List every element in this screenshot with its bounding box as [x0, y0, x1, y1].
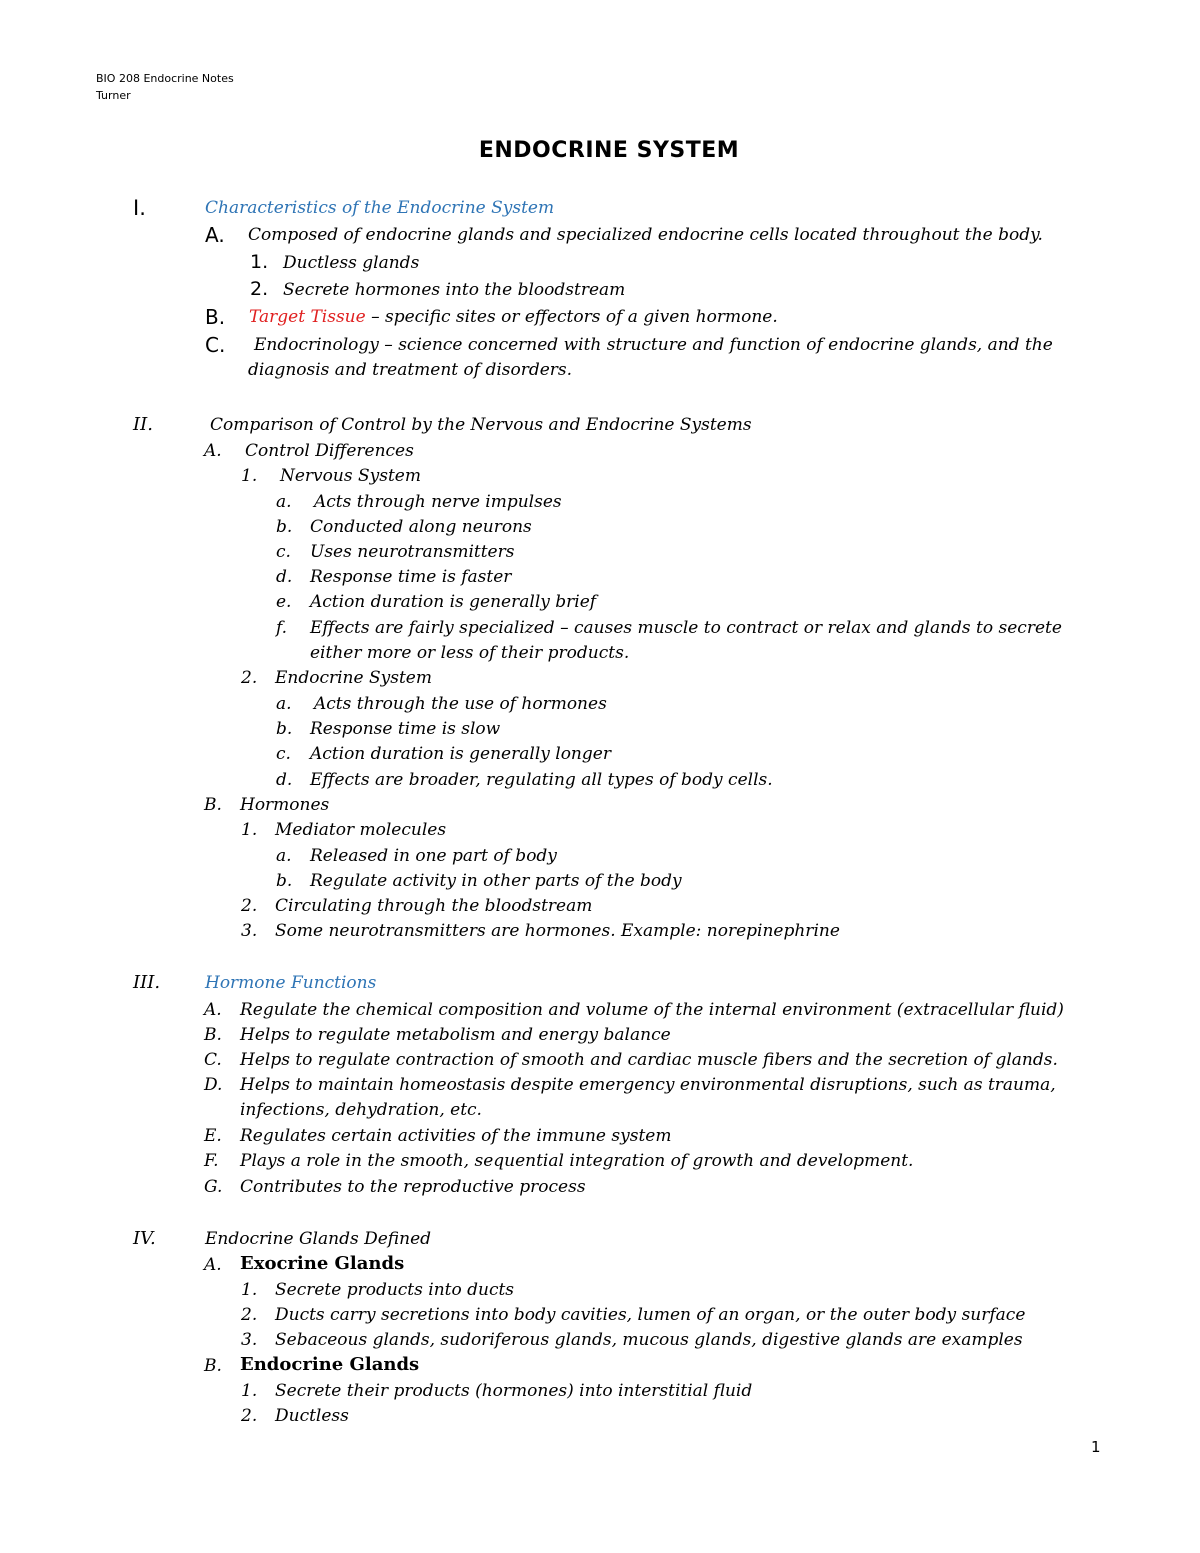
item-text-continued: infections, dehydration, etc.: [240, 1100, 482, 1120]
item-text: Nervous System: [280, 466, 421, 486]
item-text-continued: diagnosis and treatment of disorders.: [248, 360, 573, 380]
section-heading: Endocrine Glands Defined: [205, 1229, 432, 1249]
item-text: Helps to maintain homeostasis despite emergency environmental disruptions, such as trauma,: [240, 1075, 1056, 1095]
term-highlight: Target Tissue: [249, 307, 366, 327]
item-label: 2.: [241, 1305, 258, 1325]
item-text: Secrete products into ducts: [275, 1280, 515, 1300]
item-text: Action duration is generally longer: [310, 744, 611, 764]
item-text: Composed of endocrine glands and specialized endocrine cells located throughout the body.: [248, 225, 1043, 245]
item-text: Acts through the use of hormones: [314, 694, 607, 714]
term-definition: – specific sites or effectors of a given hormone.: [365, 307, 778, 327]
item-text: Some neurotransmitters are hormones. Example: norepinephrine: [275, 921, 840, 941]
item-label: 3.: [241, 921, 258, 941]
section-number: IV.: [133, 1228, 156, 1249]
item-text: Ducts carry secretions into body cavities, lumen of an organ, or the outer body surface: [275, 1305, 1026, 1325]
section-heading: Comparison of Control by the Nervous and Endocrine Systems: [210, 415, 752, 435]
item-text: Effects are fairly specialized – causes muscle to contract or relax and glands to secrete: [310, 618, 1062, 638]
item-label: A.: [204, 1000, 222, 1020]
page-title: ENDOCRINE SYSTEM: [478, 138, 740, 163]
item-label: B.: [204, 1025, 222, 1045]
item-label: B.: [205, 305, 226, 329]
item-label: c.: [276, 542, 291, 562]
item-text: Acts through nerve impulses: [314, 492, 562, 512]
item-label: 2.: [241, 1406, 258, 1426]
item-label: G.: [204, 1177, 223, 1197]
item-label: 2.: [241, 896, 258, 916]
item-label: 1.: [241, 820, 258, 840]
item-label: f.: [276, 618, 288, 638]
item-text: Regulate activity in other parts of the body: [310, 871, 682, 891]
item-text: Control Differences: [245, 441, 414, 461]
item-text: Conducted along neurons: [310, 517, 532, 537]
item-text: Helps to regulate contraction of smooth and cardiac muscle fibers and the secretion of glands.: [240, 1050, 1058, 1070]
subheading: Endocrine Glands: [240, 1354, 420, 1375]
item-label: b.: [276, 719, 293, 739]
item-label: A.: [204, 441, 222, 461]
item-label: A.: [204, 1255, 222, 1275]
item-label: a.: [276, 846, 292, 866]
item-text: Sebaceous glands, sudoriferous glands, mucous glands, digestive glands are examples: [275, 1330, 1023, 1350]
item-label: d.: [276, 770, 293, 790]
item-label: 1.: [241, 1280, 258, 1300]
item-label: a.: [276, 492, 292, 512]
item-text: Helps to regulate metabolism and energy balance: [240, 1025, 671, 1045]
item-text: Effects are broader, regulating all types of body cells.: [310, 770, 773, 790]
item-label: e.: [276, 592, 292, 612]
section-heading: Hormone Functions: [205, 973, 377, 993]
item-text: Ductless glands: [283, 253, 420, 273]
item-text: Circulating through the bloodstream: [275, 896, 593, 916]
subheading: Exocrine Glands: [240, 1253, 405, 1274]
item-label: A.: [205, 223, 225, 247]
item-label: F.: [204, 1151, 219, 1171]
item-text: Regulates certain activities of the immune system: [240, 1126, 672, 1146]
section-number: II.: [133, 414, 153, 435]
item-label: E.: [204, 1126, 222, 1146]
item-text: Secrete hormones into the bloodstream: [283, 280, 626, 300]
item-label: 1.: [241, 466, 258, 486]
item-text: Hormones: [240, 795, 330, 815]
item-text: Endocrine System: [275, 668, 432, 688]
item-label: a.: [276, 694, 292, 714]
header-course: BIO 208 Endocrine Notes: [96, 72, 234, 85]
item-text: Uses neurotransmitters: [310, 542, 515, 562]
item-text: Action duration is generally brief: [310, 592, 597, 612]
item-text: Endocrinology – science concerned with structure and function of endocrine glands, and the: [254, 335, 1053, 355]
item-text: Response time is slow: [310, 719, 501, 739]
item-label: 1.: [250, 251, 269, 273]
item-label: b.: [276, 871, 293, 891]
item-text: Mediator molecules: [275, 820, 447, 840]
item-label: 1.: [241, 1381, 258, 1401]
item-text: Plays a role in the smooth, sequential integration of growth and development.: [240, 1151, 914, 1171]
item-label: d.: [276, 567, 293, 587]
page-number: 1: [1091, 1438, 1101, 1456]
header-author: Turner: [96, 89, 131, 102]
item-text: Contributes to the reproductive process: [240, 1177, 586, 1197]
item-label: b.: [276, 517, 293, 537]
section-number: III.: [133, 972, 161, 993]
item-text: Ductless: [275, 1406, 349, 1426]
item-label: C.: [204, 1050, 222, 1070]
item-label: 3.: [241, 1330, 258, 1350]
item-label: 2.: [250, 278, 269, 300]
item-text: Released in one part of body: [310, 846, 557, 866]
item-text: Secrete their products (hormones) into interstitial fluid: [275, 1381, 753, 1401]
item-text: Regulate the chemical composition and volume of the internal environment (extracellular fluid): [240, 1000, 1064, 1020]
item-text: Response time is faster: [310, 567, 512, 587]
section-heading: Characteristics of the Endocrine System: [205, 198, 555, 218]
item-text: [249, 307, 778, 327]
section-number: I.: [133, 196, 146, 220]
item-label: 2.: [241, 668, 258, 688]
item-text-continued: either more or less of their products.: [310, 643, 630, 663]
item-label: B.: [204, 795, 222, 815]
item-label: B.: [204, 1356, 222, 1376]
item-label: D.: [204, 1075, 223, 1095]
item-label: C.: [205, 333, 226, 357]
item-label: c.: [276, 744, 291, 764]
